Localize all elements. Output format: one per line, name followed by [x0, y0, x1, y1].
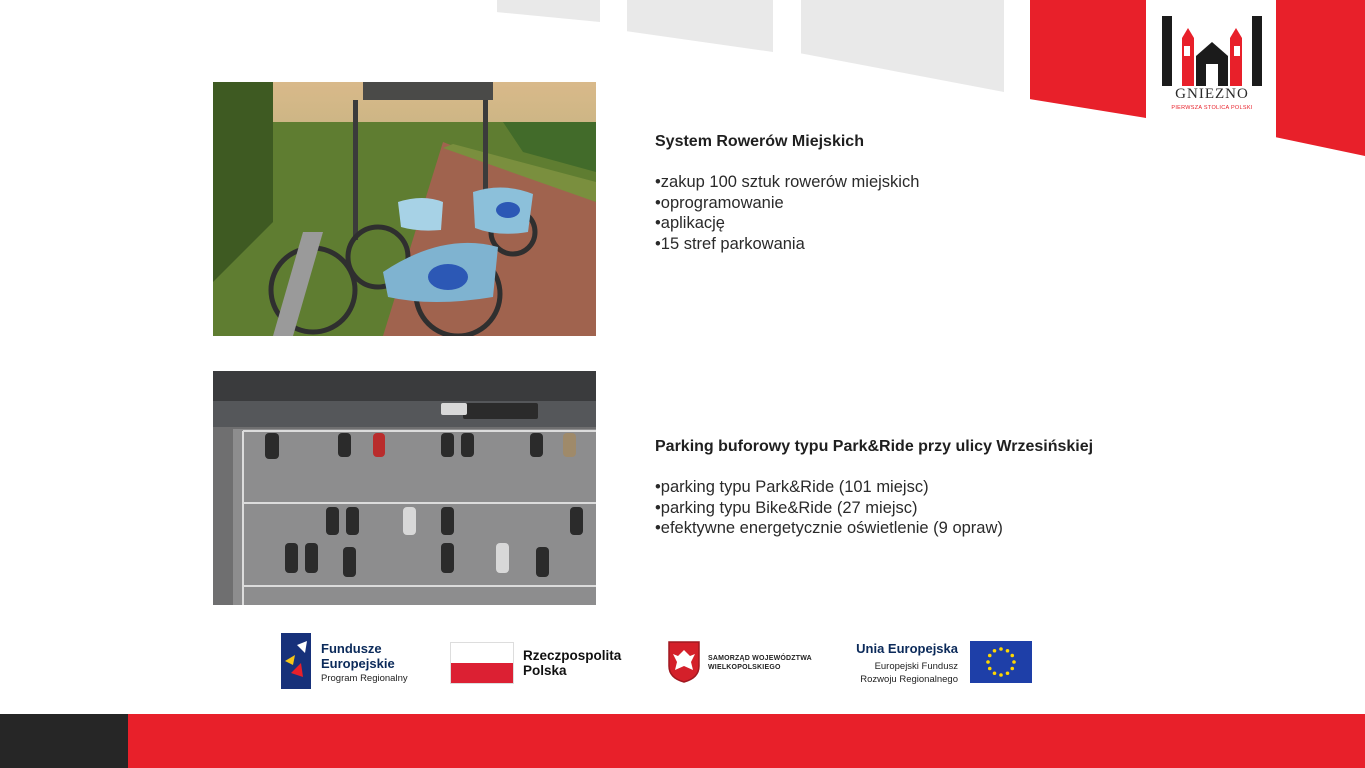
- eu-star-icon: [1010, 667, 1014, 671]
- eu-star-icon: [999, 673, 1003, 677]
- list-item: • aplikację: [655, 213, 919, 234]
- sw-line1: SAMORZĄD WOJEWÓDZTWA: [708, 655, 812, 662]
- footer-red-bar: [128, 714, 1365, 768]
- decor-gray-shape-1: [497, 0, 600, 22]
- fe-subtitle: Program Regionalny: [321, 673, 408, 684]
- bike-system-section: [655, 133, 919, 254]
- eu-star-icon: [988, 654, 992, 658]
- decor-red-shape-2: [1276, 0, 1365, 156]
- eu-star-icon: [1006, 671, 1010, 675]
- rp-line1: Rzeczpospolita: [523, 648, 622, 663]
- rzeczpospolita-polska-logo: [450, 630, 630, 690]
- city-name: GNIEZNO: [1175, 86, 1249, 102]
- list-item: • 15 stref parkowania: [655, 234, 919, 255]
- eu-star-icon: [1012, 660, 1016, 664]
- ue-title: Unia Europejska: [856, 641, 958, 656]
- cathedral-icon: [1158, 12, 1266, 86]
- parking-title: Parking buforowy typu Park&Ride przy ulicy Wrzesińskiej: [655, 438, 1094, 455]
- parking-section: [655, 438, 1093, 539]
- eu-star-icon: [999, 647, 1003, 651]
- rp-line2: Polska: [523, 663, 567, 678]
- decor-red-shape-1: [1030, 0, 1146, 118]
- fe-line1: Fundusze: [321, 641, 382, 656]
- bike-system-title: System Rowerów Miejskich: [655, 133, 864, 150]
- eu-star-icon: [1010, 654, 1014, 658]
- eu-star-icon: [993, 649, 997, 653]
- parking-aerial-photo: [213, 371, 596, 605]
- sw-line2: WIELKOPOLSKIEGO: [708, 664, 781, 671]
- gniezno-logo: [1158, 12, 1266, 120]
- list-item: • zakup 100 sztuk rowerów miejskich: [655, 172, 919, 193]
- bike-system-list: [655, 172, 919, 254]
- eu-flag-icon: [970, 641, 1032, 683]
- unia-europejska-logo: [848, 630, 1038, 690]
- list-item: • parking typu Park&Ride (101 miejsc): [655, 477, 1093, 498]
- polish-flag-icon: [450, 642, 514, 684]
- eu-star-icon: [986, 660, 990, 664]
- ue-sub2: Rozwoju Regionalnego: [860, 674, 958, 685]
- eagle-shield-icon: [667, 640, 701, 684]
- list-item: • oprogramowanie: [655, 193, 919, 214]
- eu-star-icon: [993, 671, 997, 675]
- fe-line2: Europejskie: [321, 656, 395, 671]
- fe-star-icon: [281, 633, 311, 689]
- fundusze-europejskie-logo: [281, 630, 431, 690]
- decor-gray-shape-2: [627, 0, 773, 52]
- list-item: • parking typu Bike&Ride (27 miejsc): [655, 498, 1093, 519]
- ue-sub1: Europejski Fundusz: [874, 661, 958, 672]
- eu-star-icon: [1006, 649, 1010, 653]
- city-tagline: PIERWSZA STOLICA POLSKI: [1171, 105, 1253, 111]
- eu-star-icon: [988, 667, 992, 671]
- parking-list: [655, 477, 1093, 539]
- samorzad-wielkopolski-logo: [667, 630, 817, 690]
- list-item: • efektywne energetycznie oświetlenie (9 opraw): [655, 518, 1093, 539]
- decor-gray-shape-3: [801, 0, 1004, 92]
- bike-station-photo: [213, 82, 596, 336]
- footer-dark-bar: [0, 714, 128, 768]
